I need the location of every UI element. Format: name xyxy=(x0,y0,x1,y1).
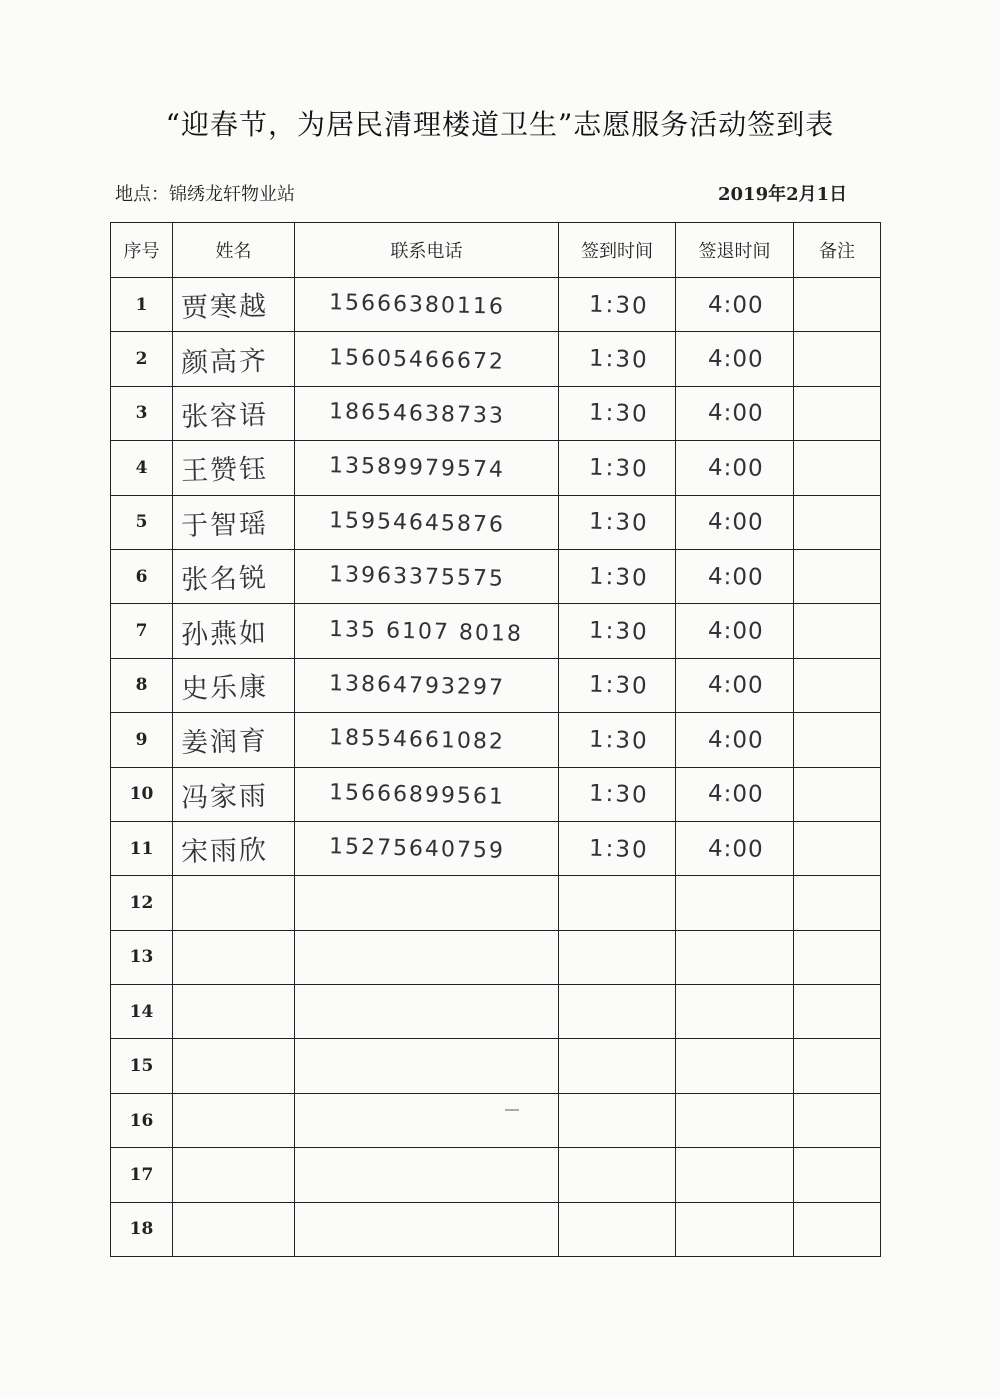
table-row xyxy=(111,278,881,332)
row-number: 17 xyxy=(111,1148,173,1202)
row-number: 15 xyxy=(111,1039,173,1093)
sign-out-time xyxy=(676,495,794,549)
volunteer-name-text: 颜高齐 xyxy=(180,345,269,379)
row-number: 11 xyxy=(111,821,173,875)
volunteer-name-text: 宋雨欣 xyxy=(180,834,269,869)
sign-in-table xyxy=(110,222,881,1257)
table-header-row xyxy=(111,223,881,278)
sign-out-time-text: 4:00 xyxy=(707,835,764,863)
table-row xyxy=(111,1148,881,1202)
sign-out-time xyxy=(676,930,794,984)
sign-in-time-text: 1:30 xyxy=(588,726,650,755)
row-number: 18 xyxy=(111,1202,173,1256)
sign-in-time-text xyxy=(559,1126,589,1127)
phone-number-text: 18554661082 xyxy=(328,725,506,756)
phone-number-text xyxy=(295,962,329,963)
sign-in-time xyxy=(559,930,676,984)
note-cell xyxy=(794,658,881,712)
sign-in-time-text xyxy=(559,908,589,909)
sign-out-time-text: 4:00 xyxy=(707,291,764,319)
volunteer-name-text: 于智瑶 xyxy=(180,508,269,542)
sign-out-time-text: 4:00 xyxy=(707,617,764,645)
volunteer-name xyxy=(173,495,295,549)
row-number: 12 xyxy=(111,876,173,930)
sign-in-time xyxy=(559,441,676,495)
volunteer-name xyxy=(173,549,295,603)
note-cell xyxy=(794,713,881,767)
sign-in-time xyxy=(559,278,676,332)
sign-in-time-text: 1:30 xyxy=(588,835,650,864)
sign-out-time-text: 4:00 xyxy=(707,454,764,482)
sign-out-time xyxy=(676,767,794,821)
phone-number xyxy=(295,1148,559,1202)
sign-out-time xyxy=(676,1093,794,1147)
phone-number-text: 18654638733 xyxy=(328,399,506,429)
note-cell xyxy=(794,985,881,1039)
row-number: 10 xyxy=(111,767,173,821)
sign-out-time-text xyxy=(676,1180,708,1181)
phone-number xyxy=(295,441,559,495)
sign-in-time xyxy=(559,1093,676,1147)
volunteer-name xyxy=(173,1093,295,1147)
sign-out-time-text xyxy=(676,1017,708,1018)
note-cell xyxy=(794,604,881,658)
volunteer-name xyxy=(173,441,295,495)
volunteer-name-text: 贾寒越 xyxy=(180,290,269,325)
sign-out-time-text: 4:00 xyxy=(707,400,764,428)
row-number: 7 xyxy=(111,604,173,658)
note-cell xyxy=(794,441,881,495)
volunteer-name xyxy=(173,278,295,332)
note-cell xyxy=(794,821,881,875)
phone-number xyxy=(295,1039,559,1093)
note-cell xyxy=(794,767,881,821)
phone-number xyxy=(295,930,559,984)
sign-out-time-text: 4:00 xyxy=(707,345,764,373)
phone-number-text xyxy=(295,1180,329,1181)
table-row xyxy=(111,332,881,386)
volunteer-name-text: 王赞钰 xyxy=(180,454,269,488)
row-number: 14 xyxy=(111,985,173,1039)
phone-number xyxy=(295,386,559,440)
sign-in-time-text: 1:30 xyxy=(588,345,650,374)
sign-in-time-text: 1:30 xyxy=(588,563,650,592)
table-row xyxy=(111,821,881,875)
table-row xyxy=(111,767,881,821)
sign-in-time-text: 1:30 xyxy=(588,399,650,429)
page-title: “迎春节，为居民清理楼道卫生”志愿服务活动签到表 xyxy=(165,108,835,141)
sign-in-time xyxy=(559,332,676,386)
sign-out-time xyxy=(676,1039,794,1093)
row-number: 4 xyxy=(111,441,173,495)
sign-out-time xyxy=(676,386,794,440)
note-cell xyxy=(794,1039,881,1093)
sign-in-time xyxy=(559,1202,676,1256)
column-header-note: 备注 xyxy=(794,223,881,278)
phone-number xyxy=(295,604,559,658)
volunteer-name xyxy=(173,658,295,712)
row-number: 3 xyxy=(111,386,173,440)
sign-in-time xyxy=(559,876,676,930)
volunteer-name xyxy=(173,713,295,767)
note-cell xyxy=(794,332,881,386)
sign-out-time xyxy=(676,441,794,495)
sign-in-time xyxy=(559,713,676,767)
sign-out-time xyxy=(676,821,794,875)
volunteer-name-text: 张容语 xyxy=(180,399,269,433)
column-header-number: 序号 xyxy=(111,223,173,278)
phone-number-text: 15275640759 xyxy=(328,834,506,864)
sign-out-time xyxy=(676,658,794,712)
sign-in-time-text xyxy=(559,1071,589,1072)
date-label: 2019年2月1日 xyxy=(718,184,848,205)
table-row xyxy=(111,876,881,930)
phone-number-text: 15666380116 xyxy=(328,290,506,320)
row-number: 13 xyxy=(111,930,173,984)
note-cell xyxy=(794,876,881,930)
table-row xyxy=(111,985,881,1039)
phone-number xyxy=(295,821,559,875)
sign-out-time xyxy=(676,985,794,1039)
phone-number xyxy=(295,658,559,712)
row-number: 1 xyxy=(111,278,173,332)
sign-out-time xyxy=(676,876,794,930)
table-row xyxy=(111,604,881,658)
note-cell xyxy=(794,1093,881,1147)
table-row xyxy=(111,1039,881,1093)
phone-number-text: 15666899561 xyxy=(328,779,506,810)
table-row xyxy=(111,549,881,603)
sign-in-time-text xyxy=(559,962,589,963)
sign-in-time-text: 1:30 xyxy=(588,780,650,809)
sign-in-time-text: 1:30 xyxy=(588,671,650,700)
column-header-name: 姓名 xyxy=(173,223,295,278)
phone-number xyxy=(295,1202,559,1256)
sign-in-time-text xyxy=(559,1017,589,1018)
volunteer-name xyxy=(173,386,295,440)
sign-in-time xyxy=(559,495,676,549)
row-number: 5 xyxy=(111,495,173,549)
phone-number xyxy=(295,278,559,332)
phone-number-text xyxy=(295,1126,329,1127)
volunteer-name xyxy=(173,985,295,1039)
sign-in-time xyxy=(559,1039,676,1093)
volunteer-name xyxy=(173,604,295,658)
sign-out-time xyxy=(676,278,794,332)
sign-out-time-text xyxy=(676,963,708,964)
phone-number xyxy=(295,495,559,549)
sign-in-time xyxy=(559,658,676,712)
table-row xyxy=(111,1202,881,1256)
row-number: 2 xyxy=(111,332,173,386)
phone-number xyxy=(295,549,559,603)
sign-in-time xyxy=(559,767,676,821)
column-header-sign-out: 签退时间 xyxy=(676,223,794,278)
note-cell xyxy=(794,1202,881,1256)
table-row xyxy=(111,441,881,495)
volunteer-name xyxy=(173,1148,295,1202)
sign-out-time-text xyxy=(676,1126,708,1127)
phone-number-text xyxy=(295,908,329,909)
table-body xyxy=(111,278,881,1257)
note-cell xyxy=(794,930,881,984)
sign-in-time-text: 1:30 xyxy=(588,291,650,320)
sign-out-time xyxy=(676,1148,794,1202)
volunteer-name xyxy=(173,332,295,386)
volunteer-name-text: 孙燕如 xyxy=(180,617,269,651)
note-cell xyxy=(794,1148,881,1202)
phone-number xyxy=(295,985,559,1039)
note-cell xyxy=(794,549,881,603)
row-number: 6 xyxy=(111,549,173,603)
phone-number-text: 13589979574 xyxy=(328,453,506,484)
note-cell xyxy=(794,278,881,332)
sign-out-time-text: 4:00 xyxy=(707,780,764,808)
sign-out-time xyxy=(676,713,794,767)
note-cell xyxy=(794,495,881,549)
sign-out-time-text: 4:00 xyxy=(707,726,764,754)
column-header-sign-in: 签到时间 xyxy=(559,223,676,278)
phone-number-text: 135 6107 8018 xyxy=(328,616,524,647)
table-row xyxy=(111,386,881,440)
sign-in-time xyxy=(559,985,676,1039)
phone-number-text: 13963375575 xyxy=(328,562,506,592)
sign-in-time xyxy=(559,604,676,658)
volunteer-name xyxy=(173,1039,295,1093)
sign-in-time xyxy=(559,549,676,603)
sign-out-time-text: 4:00 xyxy=(707,672,764,700)
column-header-phone: 联系电话 xyxy=(295,223,559,278)
sign-out-time-text xyxy=(676,908,708,909)
phone-number xyxy=(295,332,559,386)
sign-in-time-text xyxy=(559,1180,589,1181)
volunteer-name xyxy=(173,821,295,875)
sign-in-time xyxy=(559,386,676,440)
sign-out-time-text: 4:00 xyxy=(707,509,764,537)
sign-out-time-text xyxy=(676,1235,708,1236)
sign-out-time xyxy=(676,604,794,658)
scan-artifact xyxy=(505,1109,519,1111)
volunteer-name-text: 张名锐 xyxy=(180,562,269,597)
sign-out-time-text: 4:00 xyxy=(707,563,764,591)
row-number: 16 xyxy=(111,1093,173,1147)
volunteer-name-text: 姜润育 xyxy=(180,726,269,760)
sign-in-time-text: 1:30 xyxy=(588,454,650,483)
phone-number xyxy=(295,876,559,930)
sign-out-time xyxy=(676,332,794,386)
phone-number-text: 13864793297 xyxy=(328,671,506,701)
volunteer-name-text: 史乐康 xyxy=(180,671,269,705)
sign-out-time xyxy=(676,1202,794,1256)
phone-number-text: 15605466672 xyxy=(328,344,506,375)
volunteer-name xyxy=(173,767,295,821)
sign-in-time-text: 1:30 xyxy=(588,617,650,646)
phone-number-text xyxy=(295,1234,329,1235)
table-row xyxy=(111,495,881,549)
note-cell xyxy=(794,386,881,440)
sign-out-time xyxy=(676,549,794,603)
location-label: 地点：锦绣龙轩物业站 xyxy=(115,184,295,205)
sign-in-time xyxy=(559,1148,676,1202)
table-row xyxy=(111,713,881,767)
phone-number-text: 15954645876 xyxy=(328,507,506,538)
phone-number-text xyxy=(295,1017,329,1018)
volunteer-name xyxy=(173,1202,295,1256)
phone-number-text xyxy=(295,1071,329,1072)
volunteer-name-text: 冯家雨 xyxy=(180,780,269,814)
phone-number xyxy=(295,767,559,821)
sign-in-time-text: 1:30 xyxy=(588,508,650,537)
table-row xyxy=(111,658,881,712)
sign-out-time-text xyxy=(676,1071,708,1072)
row-number: 8 xyxy=(111,658,173,712)
phone-number xyxy=(295,713,559,767)
table-row xyxy=(111,1093,881,1147)
table-row xyxy=(111,930,881,984)
sign-in-time-text xyxy=(559,1234,589,1235)
volunteer-name xyxy=(173,930,295,984)
row-number: 9 xyxy=(111,713,173,767)
sign-in-time xyxy=(559,821,676,875)
phone-number xyxy=(295,1093,559,1147)
volunteer-name xyxy=(173,876,295,930)
